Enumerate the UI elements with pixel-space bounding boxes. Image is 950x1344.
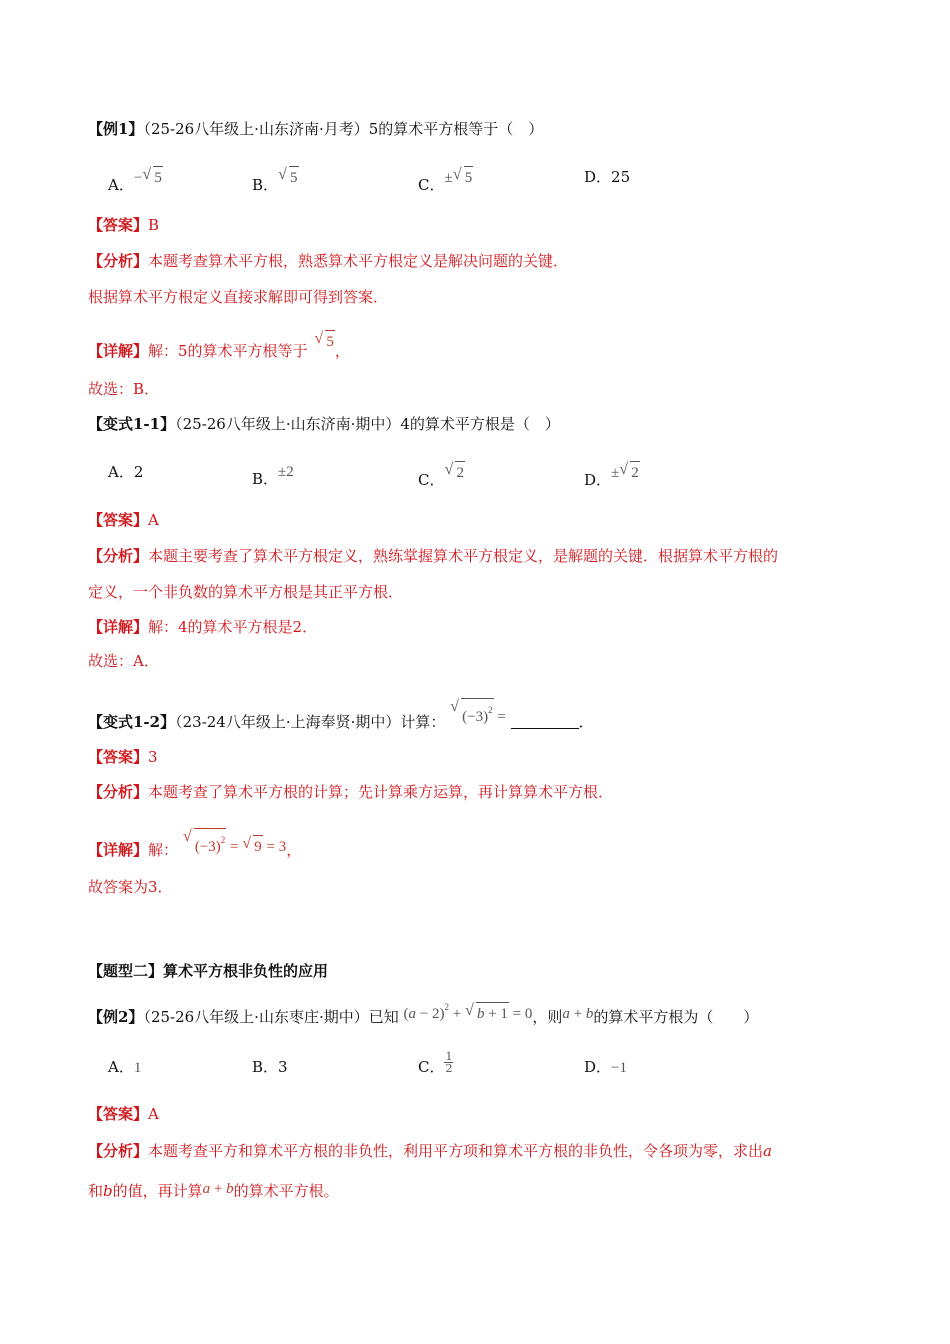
ex1-detail: 【详解】解：5的算术平方根等于 √ 5， <box>88 330 350 360</box>
ex1-tag: 【例1】 <box>88 120 144 138</box>
var12-conclusion: 故答案为3． <box>88 878 173 896</box>
ex2-option-c: C． $\frac{1}{2}$ <box>418 1049 453 1076</box>
ex2-option-a: A．1 <box>108 1058 142 1076</box>
ex2-analysis-2: 和b的值，再计算a + b的算术平方根。 <box>88 1181 339 1200</box>
ex2-analysis: 【分析】本题考查平方和算术平方根的非负性，利用平方项和算术平方根的非负性，令各项为零，求出a <box>88 1142 772 1160</box>
var11-option-b: B．±2 <box>252 464 294 488</box>
var12-analysis: 【分析】本题考查了算术平方根的计算；先计算乘方运算，再计算算术平方根． <box>88 783 614 801</box>
one-half-fraction: $\frac{1}{2}$ <box>445 1049 453 1075</box>
var11-option-a: A．2 <box>108 463 144 481</box>
var11-option-d: D．± √ 2 <box>584 461 639 489</box>
ex1-analysis: 【分析】本题考查算术平方根，熟悉算术平方根定义是解决问题的关键． <box>88 252 569 270</box>
var12-answer-blank[interactable] <box>511 712 579 729</box>
var11-conclusion: 故选：A． <box>88 652 159 670</box>
ex1-option-c: C．± √ 5 <box>418 166 473 194</box>
ex1-answer: 【答案】B <box>88 216 160 234</box>
var11-analysis: 【分析】本题主要考查了算术平方根定义，熟练掌握算术平方根定义，是解题的关键．根据算术平方根的 <box>88 547 779 565</box>
var12-title: 【变式1-2】（23-24八年级上·上海奉贤·期中）计算： √ $(-3)^2$ = ． <box>88 698 594 731</box>
ex1-conclusion: 故选：B． <box>88 380 160 398</box>
ex2-answer: 【答案】A <box>88 1105 159 1123</box>
ex1-option-d: D．25 <box>584 168 631 186</box>
ex1-option-b: B． √ 5 <box>252 166 298 194</box>
var11-option-c: C． √ 2 <box>418 461 464 489</box>
var11-detail: 【详解】解：4的算术平方根是2． <box>88 618 318 636</box>
ex1-analysis-2: 根据算术平方根定义直接求解即可得到答案． <box>88 288 389 306</box>
ex1-question: （25-26八年级上·山东济南·月考）5的算术平方根等于（ ） <box>143 120 544 138</box>
var11-analysis-2: 定义，一个非负数的算术平方根是其正平方根． <box>88 583 404 601</box>
var12-detail: 【详解】解： √ $(-3)^2$ = √ 9 = 3， <box>88 828 302 859</box>
var11-answer: 【答案】A <box>88 511 159 529</box>
ex1-title <box>88 118 543 140</box>
ex1-option-a: A．− √ 5 <box>108 166 162 194</box>
type2-heading: 【题型二】算术平方根非负性的应用 <box>88 962 329 980</box>
ex2-option-b: B．3 <box>252 1058 288 1076</box>
ex2-title: 【例2】（25-26八年级上·山东枣庄·期中）已知 $(a - 2)^2$ + √ b + 1 = 0，则a + b的算术平方根为（ ） <box>88 1002 759 1026</box>
ex2-option-d: D．−1 <box>584 1058 627 1076</box>
var12-answer: 【答案】3 <box>88 748 158 766</box>
var11-title: 【变式1-1】（25-26八年级上·山东济南·期中）4的算术平方根是（ ） <box>88 415 560 433</box>
